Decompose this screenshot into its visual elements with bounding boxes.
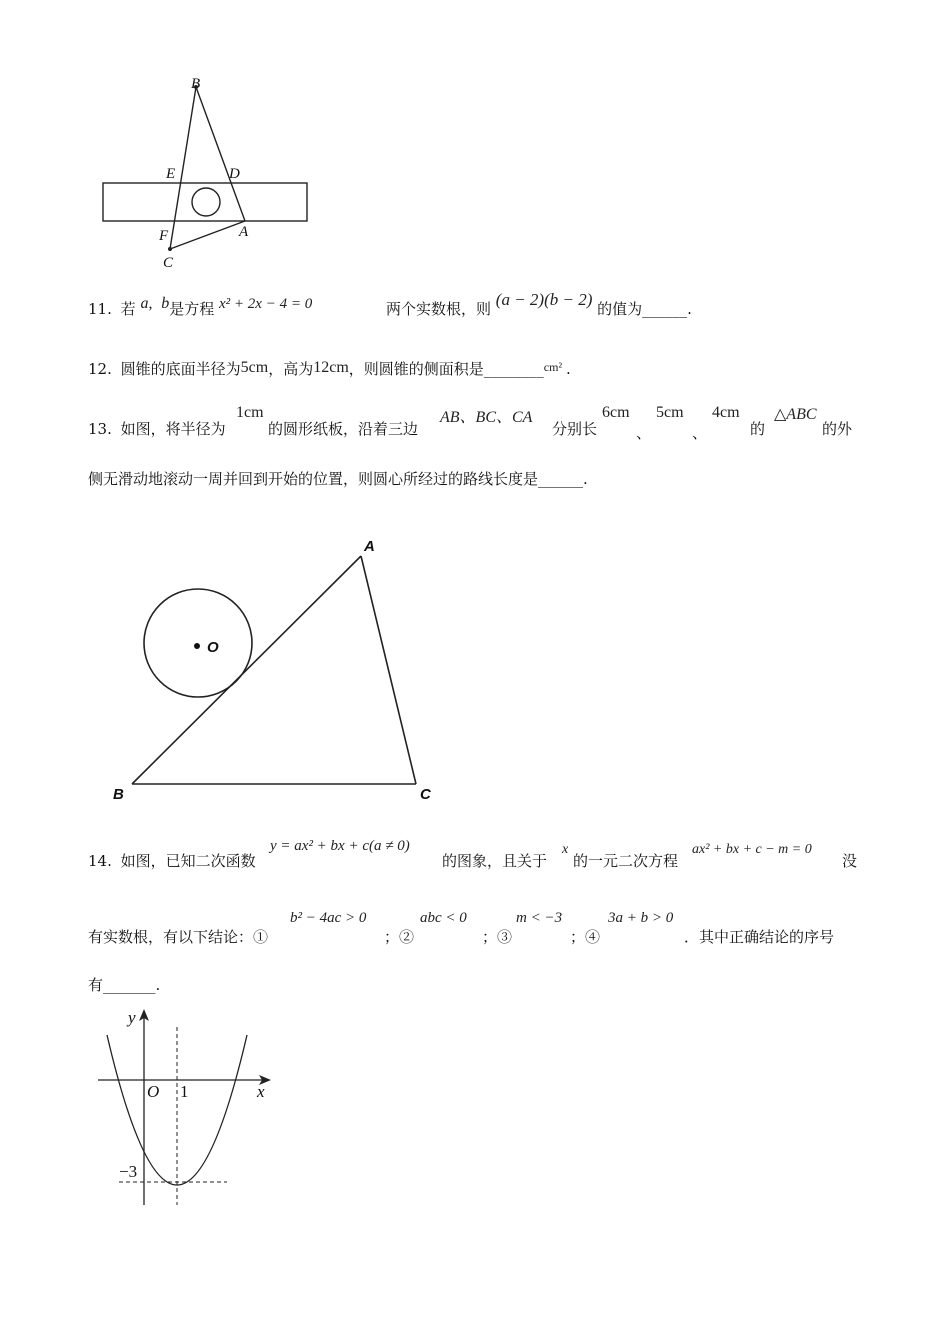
math-b: b (161, 295, 170, 312)
math-radius: 1cm (236, 404, 264, 421)
question-11-cont (386, 290, 692, 319)
question-11 (88, 295, 313, 319)
label-neg3: −3 (119, 1162, 138, 1181)
label-F: F (159, 228, 169, 244)
question-number: 13. (88, 420, 112, 438)
question-number: 12. (88, 360, 112, 378)
math-x: x (562, 842, 569, 857)
text: 分别长 (552, 420, 598, 438)
question-number: 11. (88, 300, 112, 318)
text: 两个实数根，则 (386, 300, 492, 318)
math-sep: , (148, 295, 153, 312)
text: 、 (692, 424, 708, 442)
question-13-line2: 侧无滑动地滚动一周并回到开始的位置，则圆心所经过的路线长度是______. (88, 470, 588, 488)
text: . (566, 360, 571, 378)
label-O: O (207, 639, 219, 656)
math-triangle: △ABC (774, 406, 817, 423)
text: ．其中正确结论的序号 (684, 928, 835, 946)
label-C: C (163, 255, 174, 271)
question-12 (88, 358, 571, 379)
math-function: y = ax² + bx + c(a ≠ 0) (270, 838, 410, 854)
text: 的 (750, 420, 766, 438)
label-O: O (147, 1082, 160, 1101)
label-B: B (113, 786, 124, 803)
math-radius: 5cm (240, 359, 269, 376)
math-height: 12cm (313, 359, 349, 376)
math-equation: ax² + bx + c − m = 0 (692, 842, 812, 857)
question-number: 14. (88, 852, 112, 870)
text: ，则圆锥的侧面积是________ (348, 360, 544, 378)
paper-circle (144, 589, 252, 697)
text: ；③ (482, 928, 513, 946)
text: 如图，已知二次函数 (120, 852, 256, 870)
rolling-circle-figure (105, 530, 445, 810)
text: 没 (842, 852, 858, 870)
text: ，高为 (268, 360, 314, 378)
math-sides: AB、BC、CA (440, 409, 533, 426)
question-14-line3: 有_______. (88, 976, 161, 994)
text: ；④ (570, 928, 601, 946)
label-B: B (191, 76, 201, 92)
text: 、 (636, 424, 652, 442)
label-y: y (128, 1008, 136, 1027)
label-x: x (257, 1082, 265, 1101)
side-AC (361, 556, 416, 784)
math-conclusion-3: m < −3 (516, 910, 563, 926)
math-length-2: 5cm (656, 404, 684, 421)
math-expression: (a − 2)(b − 2) (495, 290, 593, 309)
text: 的一元二次方程 (573, 852, 679, 870)
text: 如图，将半径为 (120, 420, 226, 438)
text: 若 (120, 300, 136, 318)
math-length-1: 6cm (602, 404, 630, 421)
label-C: C (420, 786, 431, 803)
label-D: D (229, 166, 240, 182)
math-conclusion-4: 3a + b > 0 (608, 910, 674, 926)
label-E: E (166, 166, 176, 182)
label-1: 1 (180, 1082, 189, 1101)
math-equation: x² + 2x − 4 = 0 (219, 296, 313, 312)
label-A: A (364, 538, 375, 555)
side-AB (132, 556, 361, 784)
text: 的圆形纸板，沿着三边 (268, 420, 419, 438)
math-length-3: 4cm (712, 404, 740, 421)
text: ；② (384, 928, 415, 946)
side-CA (170, 221, 245, 249)
math-a: a (140, 295, 149, 312)
question-14 (88, 850, 256, 871)
center-O (194, 643, 200, 649)
text: 有实数根，有以下结论：① (88, 928, 269, 946)
parabola-graph (95, 1005, 285, 1215)
math-unit: cm² (543, 360, 563, 374)
question-13 (88, 418, 226, 439)
text: 圆锥的底面半径为 (120, 360, 241, 378)
point-C (168, 247, 172, 251)
text: 的外 (822, 420, 853, 438)
text: 的图象，且关于 (442, 852, 548, 870)
ruler-hole (192, 188, 220, 216)
math-conclusion-2: abc < 0 (420, 910, 467, 926)
text: 是方程 (169, 300, 215, 318)
label-A: A (239, 224, 249, 240)
text: 的值为______. (597, 300, 692, 318)
math-conclusion-1: b² − 4ac > 0 (290, 910, 367, 926)
triangle-ruler-figure (95, 70, 325, 275)
